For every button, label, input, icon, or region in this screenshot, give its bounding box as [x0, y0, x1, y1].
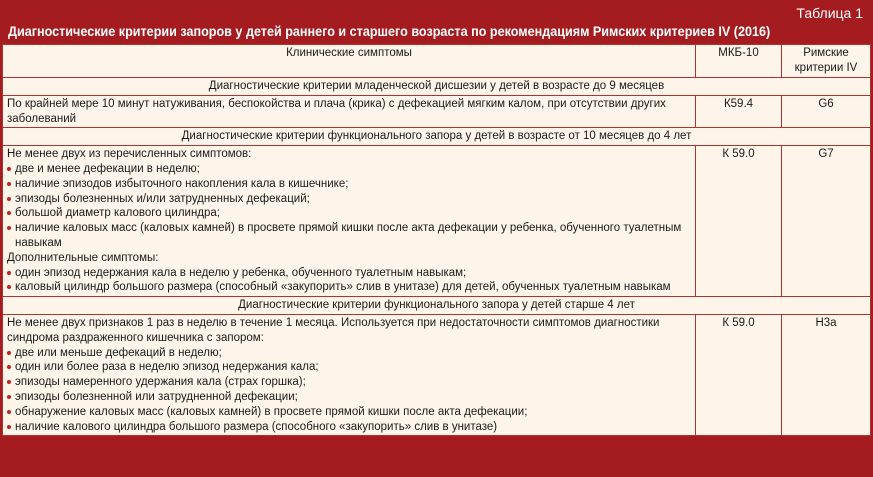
section-heading — [3, 78, 871, 96]
section-1-icd10: К59.4 — [696, 95, 782, 128]
table-row — [3, 95, 871, 128]
section-2-rome: G7 — [782, 146, 871, 297]
list-item: один или более раза в неделю эпизод недержания кала; — [7, 360, 691, 375]
criteria-table — [2, 44, 871, 436]
header-symptoms: Клинические симптомы — [3, 45, 696, 78]
table-row — [3, 146, 871, 297]
section-heading — [3, 297, 871, 315]
section-heading — [3, 128, 871, 146]
section-2-extra-label: Дополнительные симптомы: — [7, 251, 159, 264]
header-rome: Римские критерии IV — [782, 45, 871, 78]
section-2-icd10: К 59.0 — [696, 146, 782, 297]
list-item: эпизоды болезненных и/или затрудненных дефекаций; — [7, 192, 691, 207]
section-1-heading: Диагностические критерии младенческой дисшезии у детей в возрасте до 9 месяцев — [3, 78, 871, 96]
section-2-extra-list — [7, 266, 691, 296]
section-1-symptoms — [3, 95, 696, 128]
list-item: обнаружение каловых масс (каловых камней) в просвете прямой кишки после акта дефекации; — [7, 405, 691, 420]
section-2-symptoms — [3, 146, 696, 297]
list-item: эпизоды болезненной или затрудненной дефекации; — [7, 390, 691, 405]
header-icd10: МКБ-10 — [696, 45, 782, 78]
section-3-icd10: К 59.0 — [696, 314, 782, 435]
list-item: каловый цилиндр большого размера (способный «закупорить» слив в унитазе) для детей, обученных туалетным навыкам — [7, 280, 691, 295]
list-item: две или меньше дефекаций в неделю; — [7, 346, 691, 361]
header-row — [3, 45, 871, 78]
section-3-symptoms — [3, 314, 696, 435]
section-3-list — [7, 346, 691, 435]
table-number: Таблица 1 — [796, 5, 863, 21]
section-3-heading: Диагностические критерии функционального запора у детей старше 4 лет — [3, 297, 871, 315]
list-item: один эпизод недержания кала в неделю у ребенка, обученного туалетным навыкам; — [7, 266, 691, 281]
section-2-intro: Не менее двух из перечисленных симптомов: — [7, 148, 252, 161]
section-1-intro: По крайней мере 10 минут натуживания, беспокойства и плача (крика) с дефекацией мягким калом, при отсутствии других заболеваний — [7, 97, 666, 125]
list-item: наличие каловых масс (каловых камней) в просвете прямой кишки после акта дефекации у ребенка, обученного туалетным навыкам — [7, 221, 691, 251]
list-item: две и менее дефекации в неделю; — [7, 162, 691, 177]
table-row — [3, 314, 871, 435]
section-3-intro: Не менее двух признаков 1 раз в неделю в течение 1 месяца. Используется при недостаточности симптомов диагностики синдрома раздраженного кишечника с запором: — [7, 316, 660, 344]
list-item: большой диаметр калового цилиндра; — [7, 206, 691, 221]
section-2-heading: Диагностические критерии функционального запора у детей в возрасте от 10 месяцев до 4 лет — [3, 128, 871, 146]
table-title: Диагностические критерии запоров у детей раннего и старшего возраста по рекомендациям Римских критериев IV (2016) — [8, 23, 771, 39]
list-item: эпизоды намеренного удержания кала (страх горшка); — [7, 375, 691, 390]
list-item: наличие калового цилиндра большого размера (способного «закупорить» слив в унитазе) — [7, 420, 691, 435]
section-3-rome: H3a — [782, 314, 871, 435]
list-item: наличие эпизодов избыточного накопления кала в кишечнике; — [7, 177, 691, 192]
section-1-rome: G6 — [782, 95, 871, 128]
section-2-list — [7, 162, 691, 251]
